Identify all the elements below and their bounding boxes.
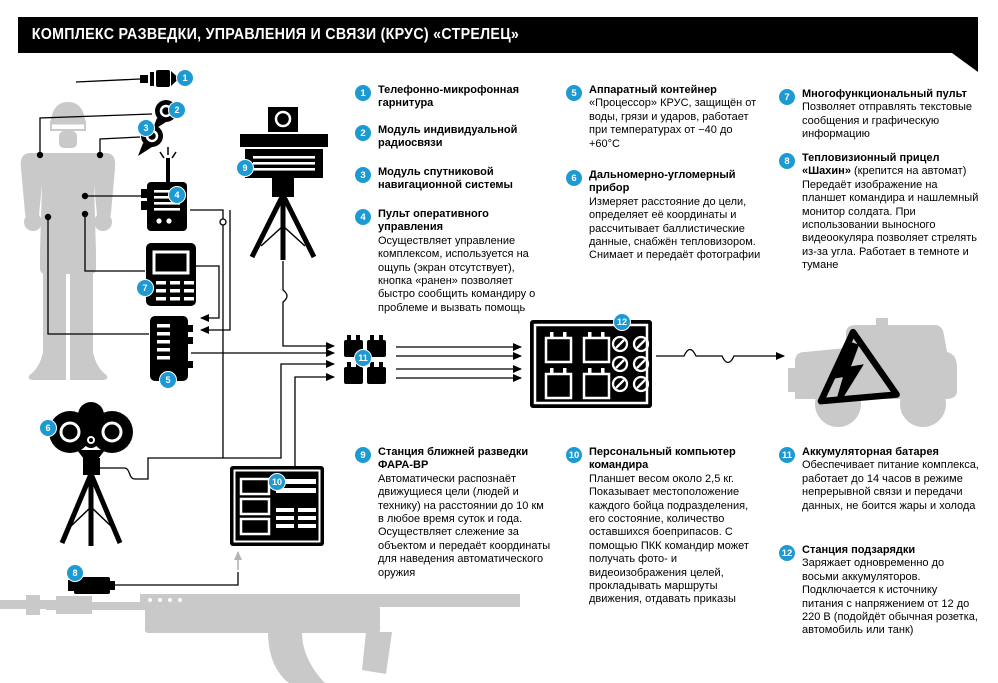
item-3-note xyxy=(355,166,545,193)
item-11-badge: 11 xyxy=(779,447,795,463)
diagram-marker-10: 10 xyxy=(268,473,286,491)
vehicle-silhouette xyxy=(788,318,957,427)
rifle-silhouette xyxy=(0,594,520,683)
goggles-strip xyxy=(52,125,84,130)
headset-icon xyxy=(140,70,179,87)
item-10-note xyxy=(566,446,762,607)
item-9-note xyxy=(355,446,551,580)
diagram-marker-3: 3 xyxy=(137,119,155,137)
item-7-title: Многофункциональный пульт xyxy=(802,88,967,100)
charging-station-icon xyxy=(530,320,652,408)
item-6-badge: 6 xyxy=(566,170,582,186)
item-9-badge: 9 xyxy=(355,447,371,463)
item-7-note xyxy=(779,88,979,142)
item-12-badge: 12 xyxy=(779,545,795,561)
item-9-title: Станция ближней разведки ФАРА-ВР xyxy=(378,446,529,472)
item-8-note xyxy=(779,152,984,273)
page-title: КОМПЛЕКС РАЗВЕДКИ, УПРАВЛЕНИЯ И СВЯЗИ (КРУС) «СТРЕЛЕЦ» xyxy=(31,26,520,43)
item-1-note xyxy=(355,84,545,111)
diagram-marker-11: 11 xyxy=(354,349,372,367)
connector-node xyxy=(220,219,226,225)
item-12-note xyxy=(779,544,979,638)
multifunction-console-icon xyxy=(146,243,196,306)
diagram-marker-9: 9 xyxy=(236,159,254,177)
item-5-body: «Процессор» КРУС, защищён от воды, грязи и ударов, работает при температурах от −40 до +60°C xyxy=(589,97,757,150)
item-11-note xyxy=(779,446,984,513)
soldier-silhouette xyxy=(21,102,115,380)
item-3-title: Модуль спутниковой навигационной системы xyxy=(378,166,513,192)
item-9-body: Автоматически распознаёт движущиеся цели (людей и технику) на расстоянии до 10 км в любое время суток и года. Осуществляет слежение за объектом и передаёт координаты для наведения автоматического оружия xyxy=(378,472,551,579)
item-4-badge: 4 xyxy=(355,209,371,225)
item-2-badge: 2 xyxy=(355,125,371,141)
item-10-title: Персональный компьютер командира xyxy=(589,446,736,472)
item-12-body: Заряжает одновременно до восьми аккумуляторов. Подключается к источнику питания с напряжением от 12 до 220 В (подойдёт обычная розетка, автомобиль или танк) xyxy=(802,557,978,637)
item-7-badge: 7 xyxy=(779,89,795,105)
item-12-title: Станция подзарядки xyxy=(802,544,916,556)
item-11-title: Аккумуляторная батарея xyxy=(802,446,939,458)
item-2-note xyxy=(355,124,545,151)
diagram-marker-8: 8 xyxy=(66,564,84,582)
diagram-marker-2: 2 xyxy=(168,101,186,119)
item-6-body: Измеряет расстояние до цели, определяет её координаты и рассчитывает баллистические данные, снабжён тепловизором. Снимает и передаёт фотографии xyxy=(589,195,761,262)
rangefinder-binoculars-icon xyxy=(49,402,133,546)
item-4-body: Осуществляет управление комплексом, используется на ощупь (экран отсутствует), кнопка «ранен» позволяет быстро сообщить командиру о проблеме и вызвать помощь xyxy=(378,234,536,314)
diagram-marker-4: 4 xyxy=(168,186,186,204)
item-10-badge: 10 xyxy=(566,447,582,463)
item-4-title: Пульт оперативного управления xyxy=(378,208,489,234)
diagram-marker-1: 1 xyxy=(176,69,194,87)
item-11-body: Обеспечивает питание комплекса, работает до 14 часов в режиме непрерывной связи и передачи данных, не боится жары и холода xyxy=(802,459,979,512)
item-8-title: Тепловизионный прицел «Шахин» xyxy=(802,152,940,178)
diagram-marker-7: 7 xyxy=(136,279,154,297)
item-1-title: Телефонно-микрофонная гарнитура xyxy=(378,84,519,110)
item-5-note xyxy=(566,84,762,151)
diagram-marker-6: 6 xyxy=(39,419,57,437)
radar-station-icon xyxy=(240,107,328,260)
item-5-title: Аппаратный контейнер xyxy=(589,84,717,96)
item-8-badge: 8 xyxy=(779,153,795,169)
item-6-note xyxy=(566,169,762,263)
item-8-title-note: (крепится на автомат) xyxy=(854,165,967,178)
item-6-title: Дальномерно-угломерный прибор xyxy=(589,169,736,195)
item-10-body: Планшет весом около 2,5 кг. Показывает местоположение каждого бойца подразделения, его состояние, количество оставшихся боеприпасов. С помощью ПКК командир может получать фото- и видеоизображения целей, прокладывать маршруты движения, отдавать приказы xyxy=(589,472,749,606)
item-5-badge: 5 xyxy=(566,85,582,101)
item-8-body: Передаёт изображение на планшет командира и нашлемный монитор солдата. При использовании выносного видеоокуляра позволяет стрелять из-за угла. Работает в темноте и тумане xyxy=(802,178,979,272)
diagram-marker-12: 12 xyxy=(613,313,631,331)
item-1-badge: 1 xyxy=(355,85,371,101)
item-4-note xyxy=(355,208,551,315)
item-2-title: Модуль индивидуальной радиосвязи xyxy=(378,124,518,150)
item-3-badge: 3 xyxy=(355,167,371,183)
diagram-marker-5: 5 xyxy=(159,371,177,389)
item-7-body: Позволяет отправлять текстовые сообщения и графическую информацию xyxy=(802,101,973,141)
